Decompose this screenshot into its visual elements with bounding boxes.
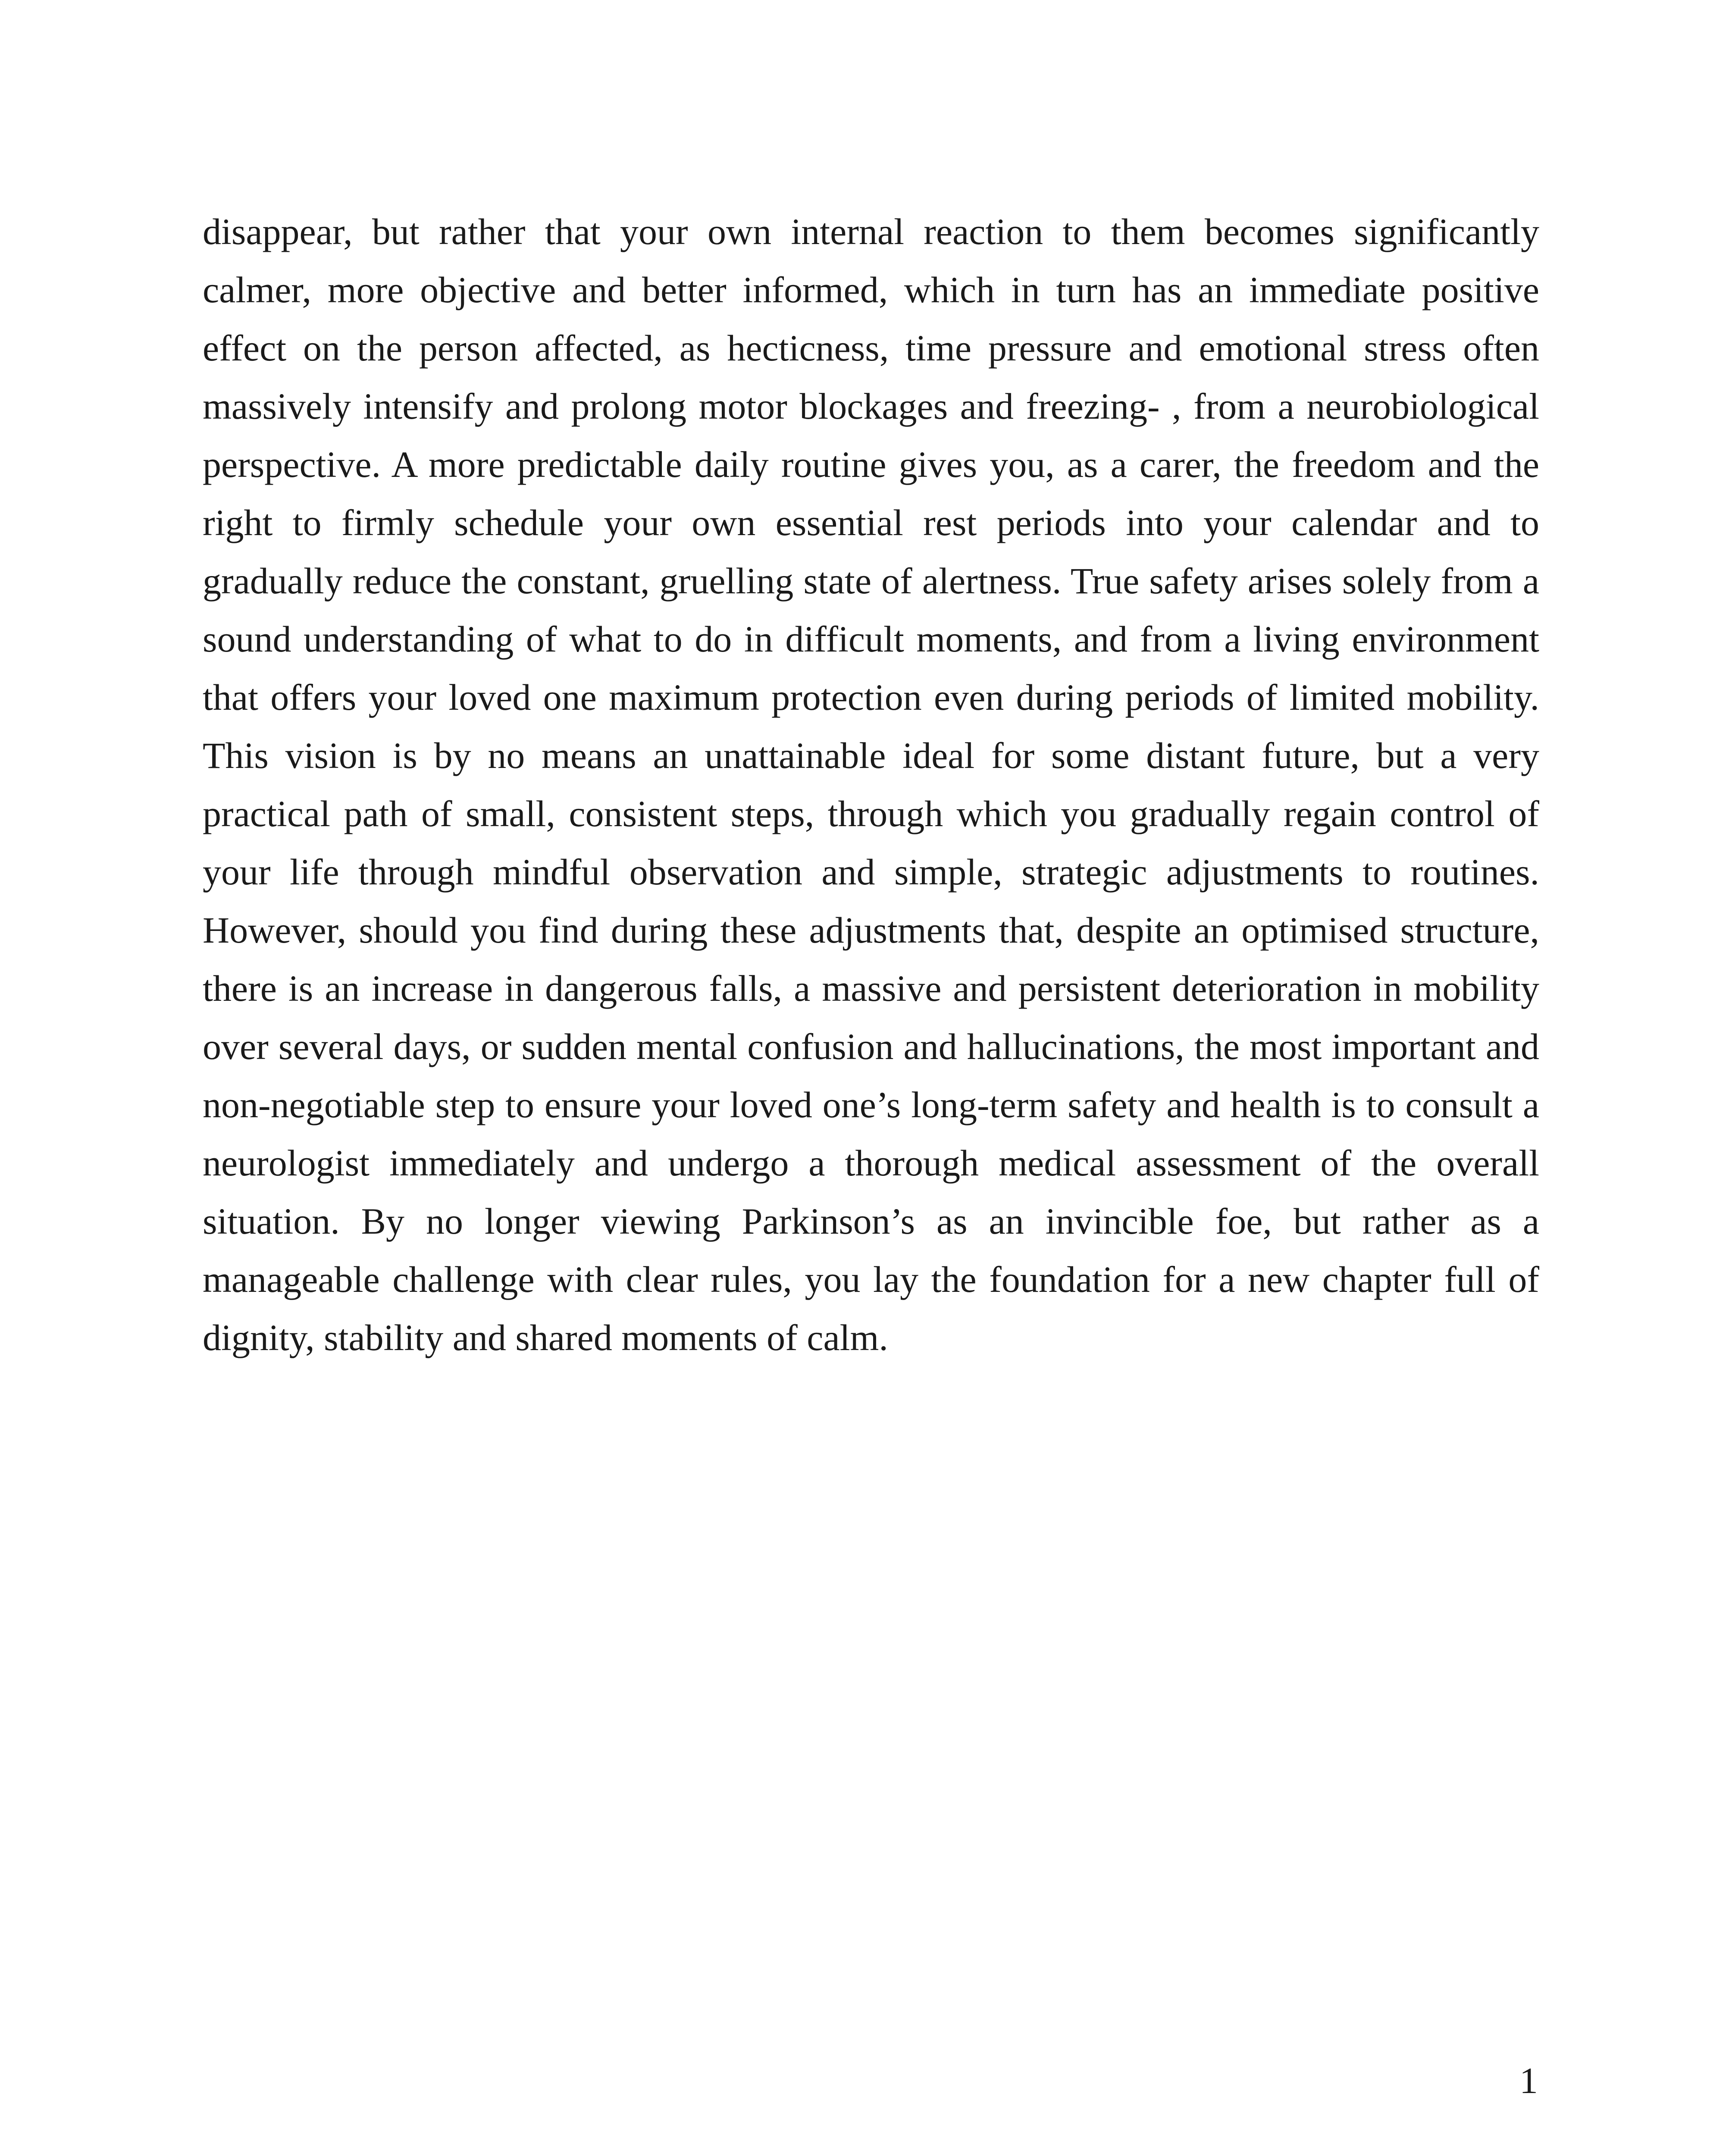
body-paragraph: disappear, but rather that your own internal reaction to them becomes significantly calmer, more objective and better informed, which in turn has an immediate positive effect on the person affected, as hecticness, time pressure and emotional stress often massively intensify and prolong motor blockages and freezing- , from a neurobiological perspective. A more predictable daily routine gives you, as a carer, the freedom and the right to firmly schedule your own essential rest periods into your calendar and to gradually reduce the constant, gruelling state of alertness. True safety arises solely from a sound understanding of what to do in difficult moments, and from a living environment that offers your loved one maximum protection even during periods of limited mobility. This vision is by no means an unattainable ideal for some distant future, but a very practical path of small, consistent steps, through which you gradually regain control of your life through mindful observation and simple, strategic adjustments to routines. However, should you find during these adjustments that, despite an optimised structure, there is an increase in dangerous falls, a massive and persistent deterioration in mobility over several days, or sudden mental confusion and hallucinations, the most important and non-negotiable step to ensure your loved one’s long-term safety and health is to consult a neurologist immediately and undergo a thorough medical assessment of the overall situation. By no longer viewing Parkinson’s as an invincible foe, but rather as a manageable challenge with clear rules, you lay the foundation for a new chapter full of dignity, stability and shared moments of calm. — [203, 211, 1539, 1358]
page-number: 1 — [1519, 2060, 1538, 2101]
